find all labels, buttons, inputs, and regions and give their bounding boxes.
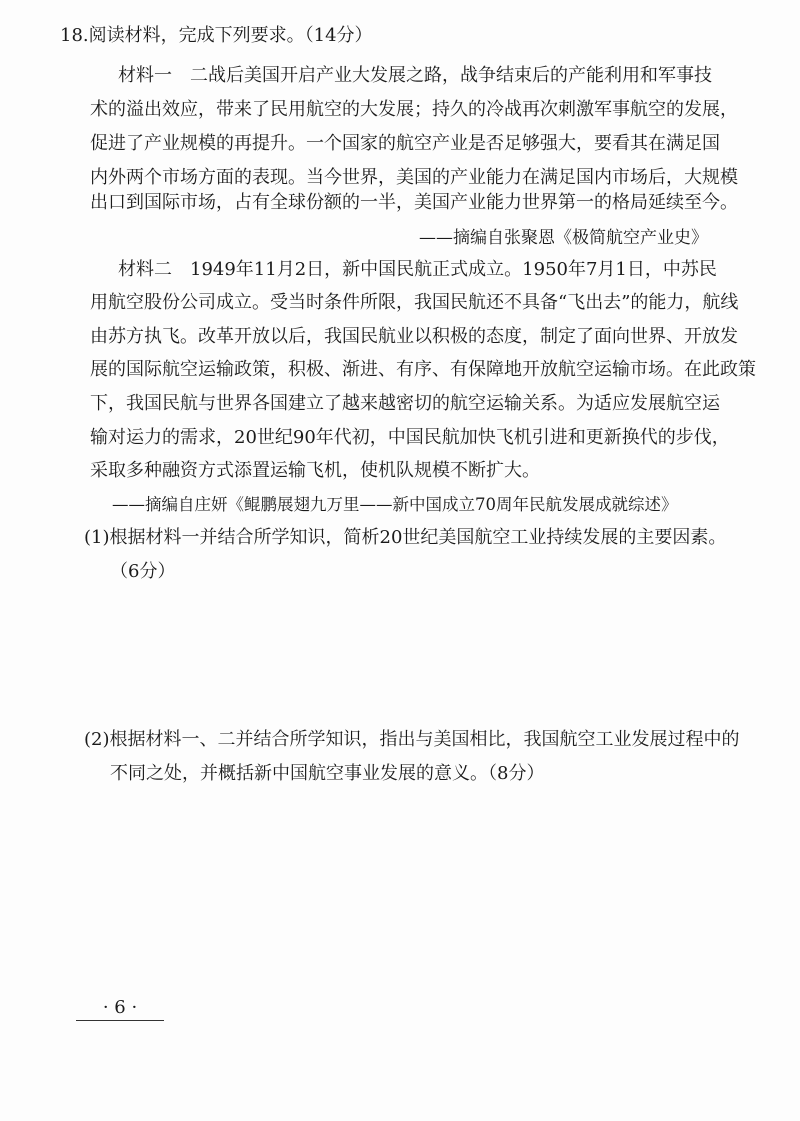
subquestion-2-cont: 不同之处，并概括新中国航空事业发展的意义。（8分）: [110, 763, 545, 784]
material1-line: 材料一 二战后美国开启产业大发展之路，战争结束后的产能利用和军事技: [118, 65, 712, 86]
material2-line: 输对运力的需求，20世纪90年代初，中国民航加快飞机引进和更新换代的步伐，: [90, 427, 730, 448]
material1-line: 内外两个市场方面的表现。当今世界，美国的产业能力在满足国内市场后，大规模: [90, 167, 738, 188]
material1-line: 出口到国际市场，占有全球份额的一半，美国产业能力世界第一的格局延续至今。: [90, 192, 738, 213]
material2-line: 展的国际航空运输政策，积极、渐进、有序、有保障地开放航空运输市场。在此政策: [90, 359, 756, 380]
material2-line: 下，我国民航与世界各国建立了越来越密切的航空运输关系。为适应发展航空运: [90, 393, 720, 414]
material1-line: 促进了产业规模的再提升。一个国家的航空产业是否足够强大，要看其在满足国: [90, 133, 720, 154]
material2-line: 由苏方执飞。改革开放以后，我国民航业以积极的态度，制定了面向世界、开放发: [90, 326, 738, 347]
material1-source: ——摘编自张聚恩《极简航空产业史》: [419, 228, 708, 248]
material2-line: 采取多种融资方式添置运输飞机，使机队规模不断扩大。: [90, 460, 540, 481]
page-number-underline: [76, 1020, 164, 1021]
material2-line: 材料二 1949年11月2日，新中国民航正式成立。1950年7月1日，中苏民: [118, 259, 717, 280]
material2-source: ——摘编自庄妍《鲲鹏展翅九万里——新中国成立70周年民航发展成就综述》: [112, 495, 678, 514]
subquestion-1-points: （6分）: [110, 561, 176, 582]
material2-line: 用航空股份公司成立。受当时条件所限，我国民航还不具备“飞出去”的能力，航线: [90, 292, 739, 313]
material1-line: 术的溢出效应，带来了民用航空的大发展；持久的冷战再次刺激军事航空的发展，: [90, 99, 738, 120]
subquestion-1: (1)根据材料一并结合所学知识，简析20世纪美国航空工业持续发展的主要因素。: [84, 527, 727, 548]
subquestion-2: (2)根据材料一、二并结合所学知识，指出与美国相比，我国航空工业发展过程中的: [84, 729, 740, 750]
question-title: 18.阅读材料，完成下列要求。（14分）: [60, 25, 373, 46]
page-number: · 6 ·: [102, 997, 138, 1018]
